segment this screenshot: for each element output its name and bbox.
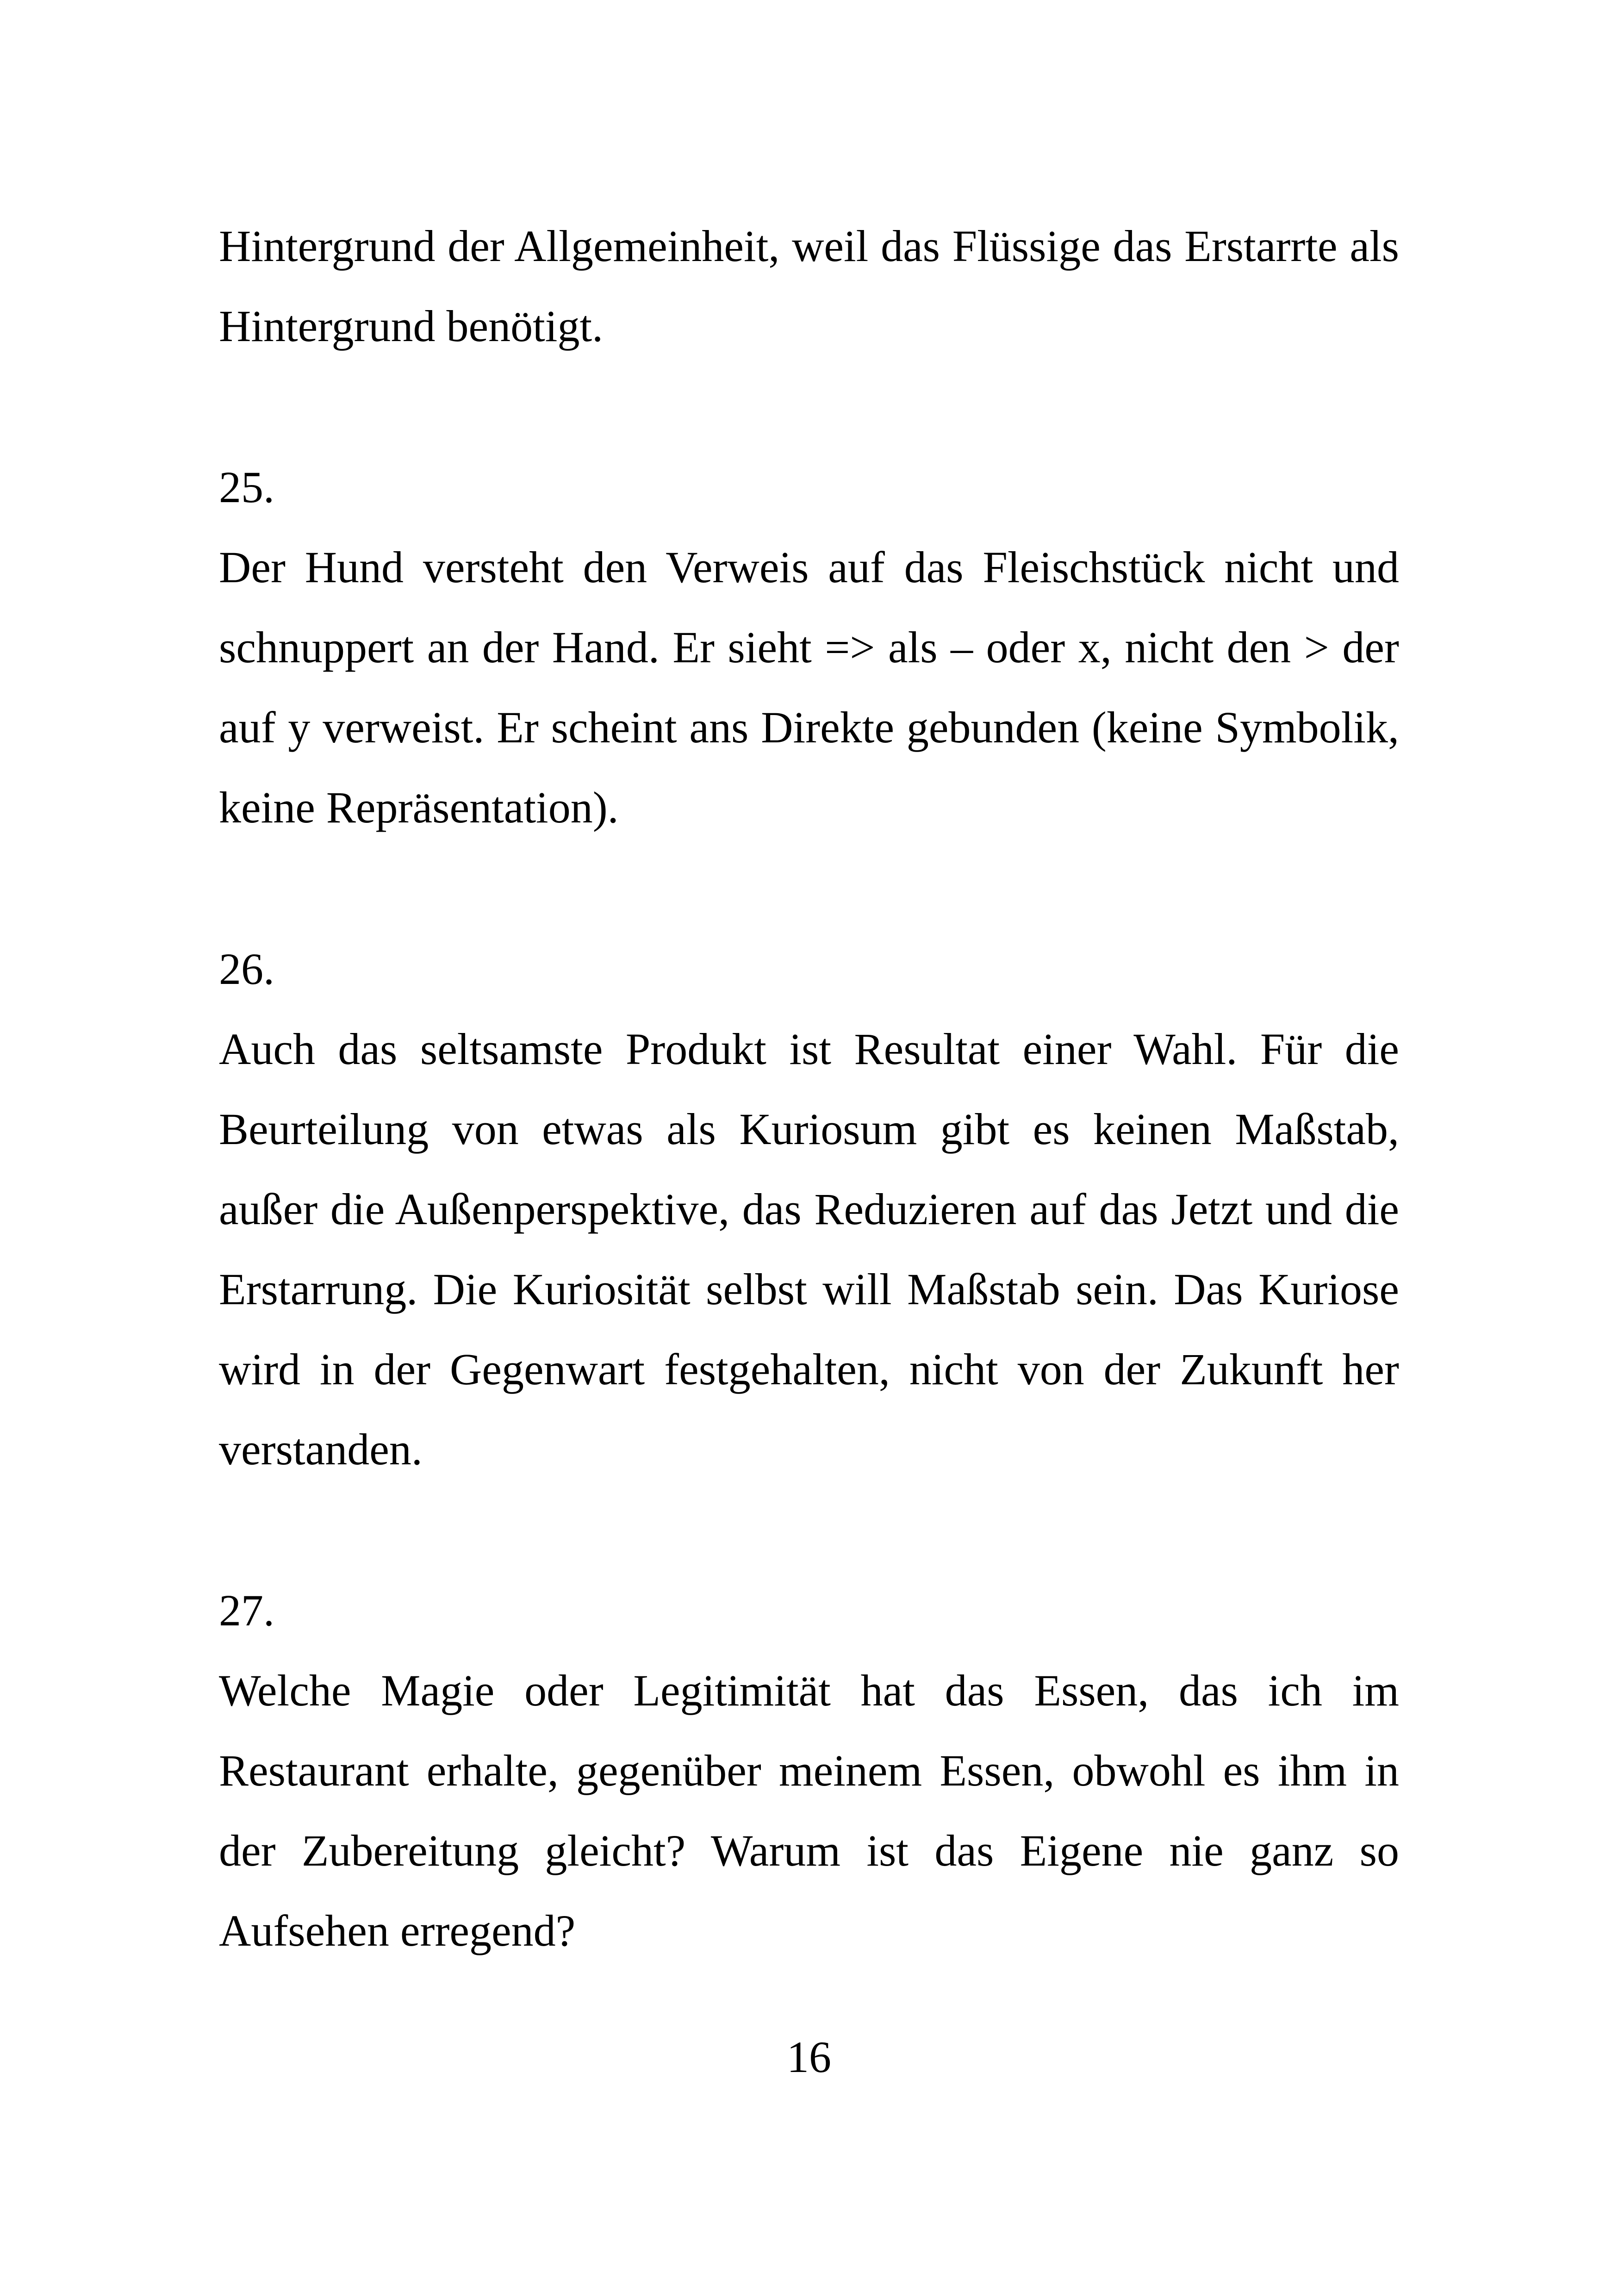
section-number-26: 26. — [219, 944, 274, 994]
section-text-26: Auch das seltsamste Produkt ist Resultat einer Wahl. Für die Beurteilung von etwas als Kuriosum gibt es keinen Maßstab, außer die Außenperspektive, das Reduzieren auf das Jetzt und die Erstarrung. Die Kuriosität selbst will Maßstab sein. Das Kuriose wird in der Gegenwart festgehalten, nicht von der Zukunft her verstanden. — [219, 1024, 1399, 1474]
section-text-25: Der Hund versteht den Verweis auf das Fleischstück nicht und schnuppert an der Hand. Er sieht => als – oder x, nicht den > der auf y verweist. Er scheint ans Direkte gebunden (keine Symbolik, keine Repräsentation). — [219, 542, 1399, 832]
section-number-25: 25. — [219, 462, 274, 512]
section-text-27: Welche Magie oder Legitimität hat das Essen, das ich im Restaurant erhalte, gegenüber meinem Essen, obwohl es ihm in der Zubereitung gleicht? Warum ist das Eigene nie ganz so Aufsehen erregend? — [219, 1666, 1399, 1955]
continuation-paragraph: Hintergrund der Allgemeinheit, weil das Flüssige das Erstarrte als Hintergrund benötigt. — [219, 221, 1399, 351]
section-number-27: 27. — [219, 1586, 274, 1635]
page-number: 16 — [787, 2032, 831, 2082]
